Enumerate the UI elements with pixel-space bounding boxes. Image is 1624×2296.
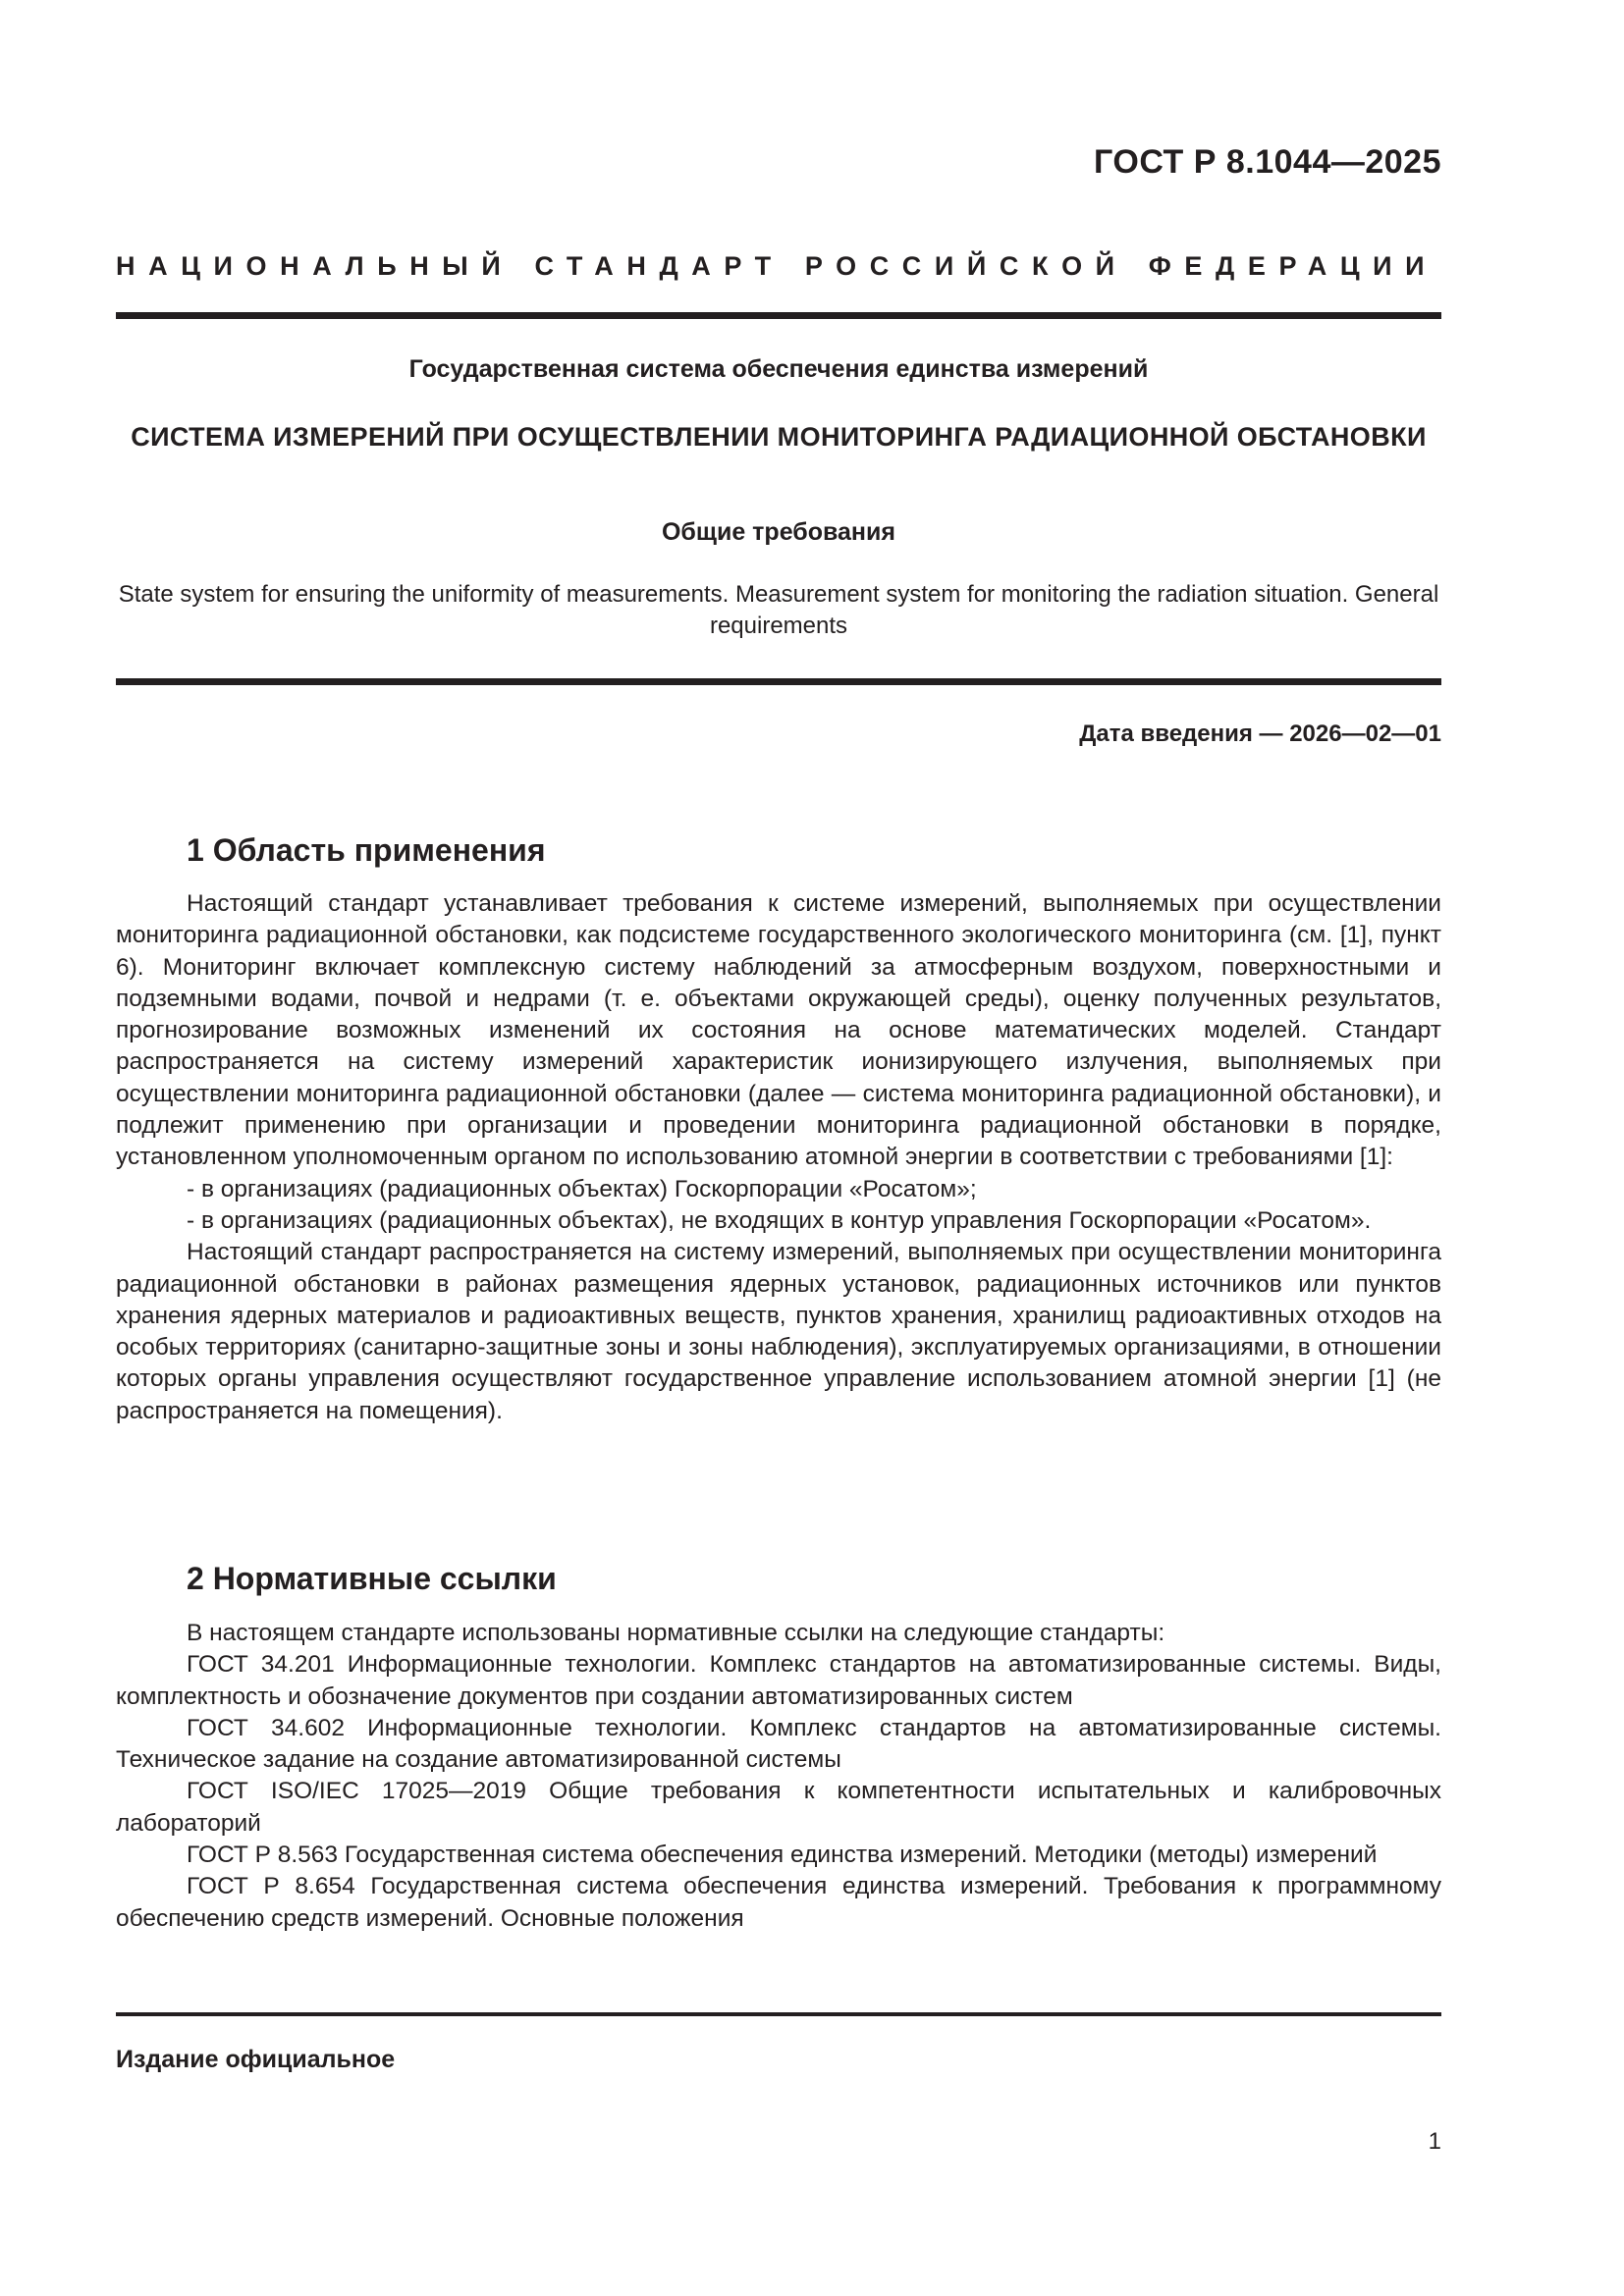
section-1-heading: 1 Область применения (187, 832, 546, 868)
reference-item: ГОСТ ISO/IEC 17025—2019 Общие требования к компетентности испытательных и калибровочных лабораторий (116, 1778, 1441, 1837)
section-2-body (116, 1618, 1441, 1935)
title-divider (116, 678, 1441, 685)
reference-item: ГОСТ 34.201 Информационные технологии. Комплекс стандартов на автоматизированные системы. Виды, комплектность и обозначение документов при создании автоматизированных систем (116, 1651, 1441, 1710)
paragraph: Настоящий стандарт распространяется на систему измерений, выполняемых при осуществлении мониторинга радиационной обстановки в районах размещения ядерных установок, радиационных источников или пунктов хранения ядерных материалов и радиоактивных веществ, пунктов хранения, хранилищ радиоактивных отходов на особых территориях (санитарно-защитные зоны и зоны наблюдения), эксплуатируемых организациями, в отношении которых органы управления осуществляют государственное управление использованием атомной энергии [1] (не распространяется на помещения). (116, 1239, 1441, 1424)
reference-item: ГОСТ Р 8.563 Государственная система обеспечения единства измерений. Методики (методы) измерений (187, 1842, 1378, 1869)
paragraph: В настоящем стандарте использованы нормативные ссылки на следующие стандарты: (187, 1620, 1165, 1646)
list-item: - в организациях (радиационных объектах) Госкорпорации «Росатом»; (187, 1175, 977, 1202)
section-2-heading: 2 Нормативные ссылки (187, 1561, 557, 1596)
footer-divider (116, 2012, 1441, 2016)
reference-item: ГОСТ Р 8.654 Государственная система обеспечения единства измерений. Требования к программному обеспечению средств измерений. Основные положения (116, 1873, 1441, 1932)
system-title: Государственная система обеспечения единства измерений (408, 355, 1149, 383)
paragraph: Настоящий стандарт устанавливает требования к системе измерений, выполняемых при осуществлении мониторинга радиационной обстановки, как подсистеме государственного экологического мониторинга (см. [1], пункт 6). Мониторинг включает комплексную систему наблюдений за атмосферным воздухом, поверхностными и подземными водами, почвой и недрами (т. е. объектами окружающей среды), оценку полученных результатов, прогнозирование возможных изменений их состояния на основе математических моделей. Стандарт распространяется на систему измерений характеристик ионизирующего излучения, выполняемых при осуществлении мониторинга радиационной обстановки (далее — система мониторинга радиационной обстановки), и подлежит применению при организации и проведении мониторинга радиационной обстановки в порядке, установленном уполномоченным органом по использованию атомной энергии в соответствии с требованиями [1]: (116, 890, 1441, 1171)
section-1-body (116, 888, 1441, 1427)
document-subtitle: Общие требования (661, 518, 895, 546)
list-item: - в организациях (радиационных объектах), не входящих в контур управления Госкорпорации «Росатом». (187, 1206, 1372, 1234)
document-title: СИСТЕМА ИЗМЕРЕНИЙ ПРИ ОСУЩЕСТВЛЕНИИ МОНИТОРИНГА РАДИАЦИОННОЙ ОБСТАНОВКИ (131, 422, 1427, 452)
reference-item: ГОСТ 34.602 Информационные технологии. Комплекс стандартов на автоматизированные системы. Техническое задание на создание автоматизированной системы (116, 1714, 1441, 1774)
official-edition-label: Издание официальное (116, 2046, 396, 2073)
document-number: ГОСТ Р 8.1044—2025 (1094, 143, 1441, 181)
national-standard-banner: НАЦИОНАЛЬНЫЙ СТАНДАРТ РОССИЙСКОЙ ФЕДЕРАЦИИ (116, 251, 1438, 281)
top-divider (116, 312, 1441, 319)
introduction-date: Дата введения — 2026—02—01 (1079, 721, 1441, 747)
english-title: State system for ensuring the uniformity of measurements. Measurement system for monitoring the radiation situation. General requirements (118, 581, 1439, 639)
page-number: 1 (1428, 2128, 1441, 2155)
